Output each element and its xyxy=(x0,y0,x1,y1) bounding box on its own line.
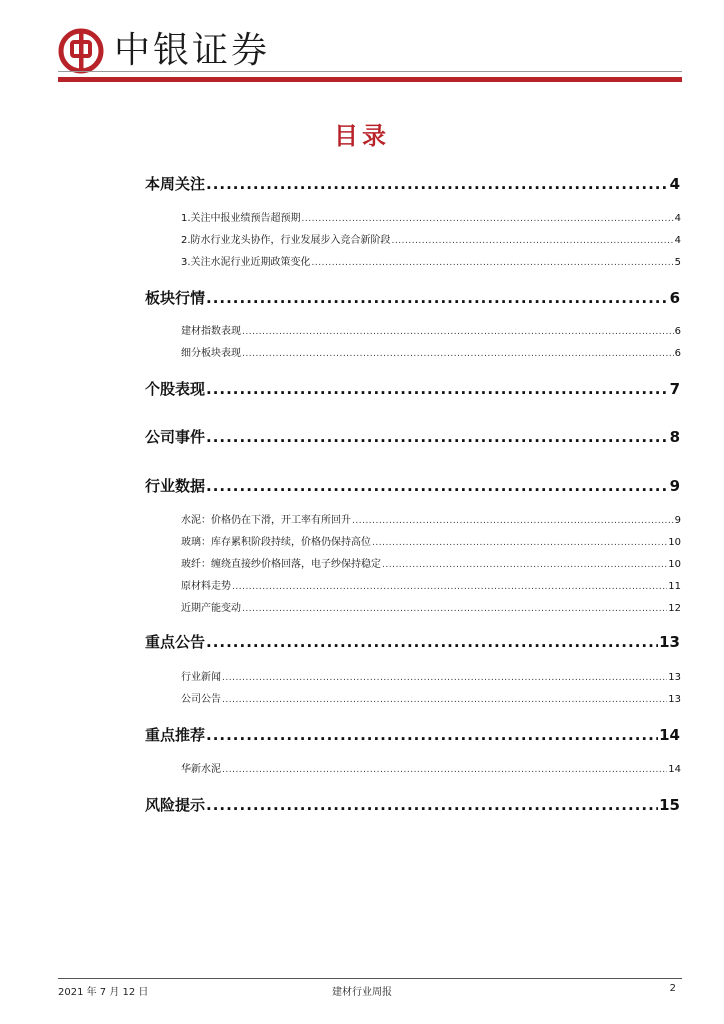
toc-subentry[interactable] xyxy=(181,344,681,359)
toc-leader-dots xyxy=(206,477,669,495)
toc-subentry[interactable] xyxy=(181,577,681,592)
toc-leader-dots xyxy=(206,428,669,446)
toc-leader-dots xyxy=(382,560,667,570)
toc-subentry[interactable] xyxy=(181,231,681,246)
toc-leader-dots xyxy=(352,516,674,526)
toc-entry-page: 9 xyxy=(674,515,681,526)
brand-header xyxy=(58,26,270,76)
toc-entry-label: 近期产能变动 xyxy=(181,603,241,614)
toc-leader-dots xyxy=(206,380,669,398)
toc-entry-label: 玻纤：缠绕直接纱价格回落，电子纱保持稳定 xyxy=(181,559,381,570)
toc-leader-dots xyxy=(372,538,667,548)
header-divider xyxy=(58,77,682,82)
toc-entry-label: 板块行情 xyxy=(145,289,206,307)
toc-entry-label: 行业新闻 xyxy=(181,672,221,683)
toc-entry-page: 7 xyxy=(669,380,680,398)
toc-leader-dots xyxy=(302,214,674,224)
toc-entry[interactable] xyxy=(145,724,680,745)
toc-entry-label: 重点公告 xyxy=(145,633,206,651)
toc-leader-dots xyxy=(206,175,669,193)
toc-entry-label: 细分板块表现 xyxy=(181,348,241,359)
toc-subentry[interactable] xyxy=(181,533,681,548)
toc-subentry[interactable] xyxy=(181,668,681,683)
toc-entry-page: 10 xyxy=(668,559,681,570)
toc-entry-label: 玻璃：库存累积阶段持续，价格仍保持高位 xyxy=(181,537,371,548)
footer-date: 2021 年 7 月 12 日 xyxy=(58,987,149,998)
toc-entry-label: 原材料走势 xyxy=(181,581,231,592)
toc-leader-dots xyxy=(242,327,674,337)
toc-leader-dots xyxy=(206,726,658,744)
toc-entry-page: 6 xyxy=(674,326,681,337)
toc-entry-label: 个股表现 xyxy=(145,380,206,398)
toc-leader-dots xyxy=(312,258,674,268)
toc-entry[interactable] xyxy=(145,794,680,815)
toc-entry-page: 4 xyxy=(674,213,681,224)
toc-entry[interactable] xyxy=(145,173,680,194)
toc-entry-label: 行业数据 xyxy=(145,477,206,495)
toc-entry-page: 5 xyxy=(674,257,681,268)
toc-entry-page: 14 xyxy=(659,726,680,744)
toc-subentry[interactable] xyxy=(181,511,681,526)
toc-subentry[interactable] xyxy=(181,209,681,224)
toc-leader-dots xyxy=(242,349,674,359)
toc-leader-dots xyxy=(206,633,658,651)
toc-entry-label: 重点推荐 xyxy=(145,726,206,744)
toc-entry[interactable] xyxy=(145,378,680,399)
toc-entry-label: 华新水泥 xyxy=(181,764,221,775)
toc-entry-page: 11 xyxy=(668,581,681,592)
toc-entry-page: 8 xyxy=(669,428,680,446)
toc-leader-dots xyxy=(222,673,667,683)
toc-entry-page: 9 xyxy=(669,477,680,495)
toc-entry-page: 13 xyxy=(668,694,681,705)
toc-subentry[interactable] xyxy=(181,599,681,614)
footer-report-name: 建材行业周报 xyxy=(332,987,392,998)
toc-entry-label: 3.关注水泥行业近期政策变化 xyxy=(181,257,311,268)
toc-leader-dots xyxy=(222,695,667,705)
toc-entry-page: 15 xyxy=(659,796,680,814)
toc-entry-page: 6 xyxy=(674,348,681,359)
toc-entry-label: 建材指数表现 xyxy=(181,326,241,337)
toc-subentry[interactable] xyxy=(181,322,681,337)
toc-leader-dots xyxy=(242,604,667,614)
toc-entry-label: 公司事件 xyxy=(145,428,206,446)
toc-entry-page: 13 xyxy=(659,633,680,651)
toc-entry-label: 水泥：价格仍在下滑，开工率有所回升 xyxy=(181,515,351,526)
toc-subentry[interactable] xyxy=(181,690,681,705)
toc-title: 目录 xyxy=(334,122,390,150)
toc-entry-page: 12 xyxy=(668,603,681,614)
toc-leader-dots xyxy=(222,765,667,775)
toc-entry-page: 14 xyxy=(668,764,681,775)
toc-entry-label: 1.关注中报业绩预告超预期 xyxy=(181,213,301,224)
toc-leader-dots xyxy=(392,236,674,246)
toc-entry-page: 4 xyxy=(674,235,681,246)
toc-leader-dots xyxy=(206,796,658,814)
toc-entry-label: 2.防水行业龙头协作，行业发展步入竞合新阶段 xyxy=(181,235,391,246)
toc-leader-dots xyxy=(206,289,669,307)
toc-entry-page: 10 xyxy=(668,537,681,548)
toc-entry[interactable] xyxy=(145,475,680,496)
toc-subentry[interactable] xyxy=(181,555,681,570)
footer-divider xyxy=(58,978,682,979)
bank-of-china-logo-icon xyxy=(58,28,104,74)
toc-subentry[interactable] xyxy=(181,253,681,268)
toc-entry-page: 13 xyxy=(668,672,681,683)
toc-entry[interactable] xyxy=(145,426,680,447)
toc-entry-page: 6 xyxy=(669,289,680,307)
toc-entry-label: 公司公告 xyxy=(181,694,221,705)
toc-entry-label: 本周关注 xyxy=(145,175,206,193)
toc-leader-dots xyxy=(232,582,667,592)
toc-entry[interactable] xyxy=(145,287,680,308)
toc-entry[interactable] xyxy=(145,631,680,652)
toc-entry-label: 风险提示 xyxy=(145,796,206,814)
toc-subentry[interactable] xyxy=(181,760,681,775)
brand-name: 中银证券 xyxy=(114,30,271,71)
toc-entry-page: 4 xyxy=(669,175,680,193)
footer-page-number: 2 xyxy=(669,983,676,994)
header-divider-thin xyxy=(58,71,682,72)
